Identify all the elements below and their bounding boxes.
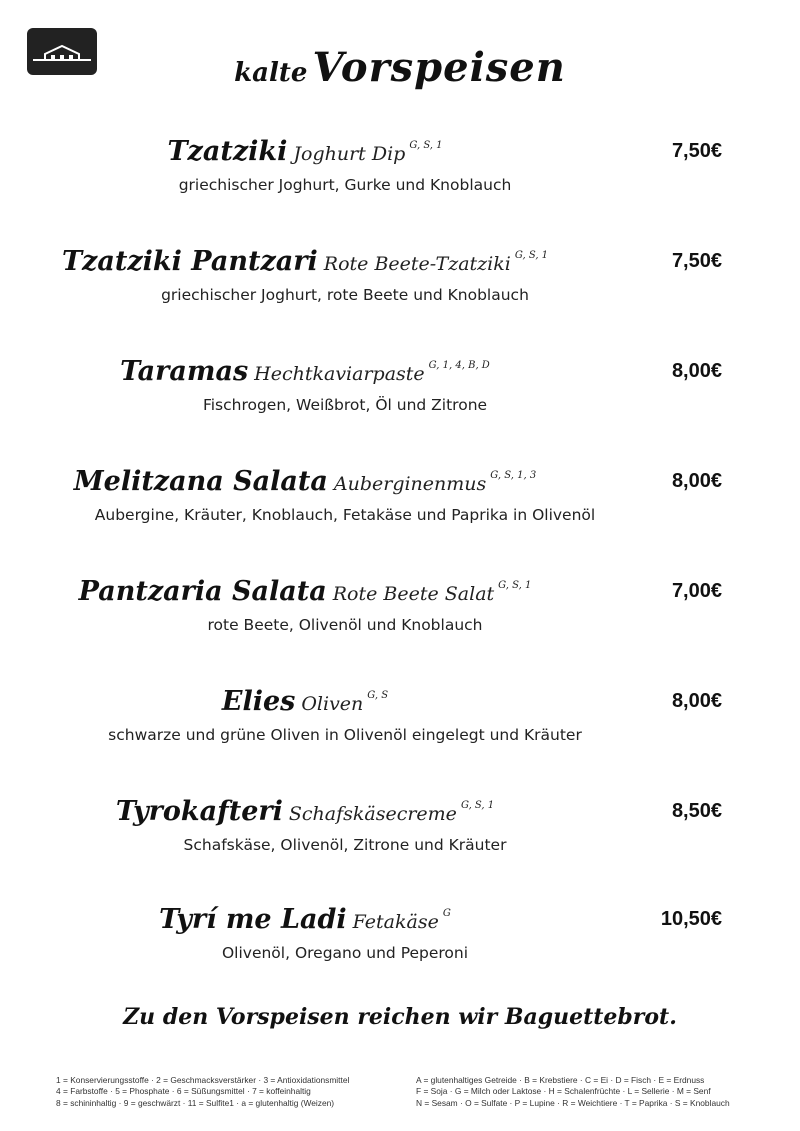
item-price: 7,50€ (671, 250, 722, 272)
item-name: Tzatziki Pantzari (61, 246, 318, 277)
item-description: Fischrogen, Weißbrot, Öl und Zitrone (202, 396, 488, 414)
item-name-line (0, 796, 610, 827)
menu-item (0, 576, 800, 656)
legend-line: N = Sesam · O = Sulfate · P = Lupine · R = Weichtiere · T = Paprika · S = Knoblauch (416, 1097, 730, 1108)
item-price: 8,00€ (671, 690, 722, 712)
item-subtitle: Hechtkaviarpaste (254, 363, 425, 385)
bread-note: Zu den Vorspeisen reichen wir Baguettebrot. (123, 1004, 677, 1030)
item-name-line (0, 904, 610, 935)
item-price: 10,50€ (660, 908, 722, 930)
item-subtitle: Rote Beete-Tzatziki (323, 253, 511, 275)
page-title (0, 44, 800, 91)
item-subtitle: Oliven (301, 693, 364, 715)
menu-item (0, 466, 800, 546)
item-description: griechischer Joghurt, Gurke und Knoblauch (178, 176, 512, 194)
legend-line: 4 = Farbstoffe · 5 = Phosphate · 6 = Süßungsmittel · 7 = koffeinhaltig (56, 1086, 311, 1097)
legend-line: 8 = schininhaltig · 9 = geschwärzt · 11 = Sulfite1 · a = glutenhaltig (Weizen) (56, 1097, 335, 1108)
legend-line: 1 = Konservierungsstoffe · 2 = Geschmacksverstärker · 3 = Antioxidationsmittel (56, 1075, 350, 1085)
item-subtitle: Joghurt Dip (293, 143, 406, 165)
item-description: griechischer Joghurt, rote Beete und Knoblauch (161, 286, 529, 304)
item-price: 8,50€ (671, 800, 722, 822)
item-description: Olivenöl, Oregano und Peperoni (221, 944, 469, 962)
item-name: Taramas (120, 356, 249, 387)
menu-item (0, 796, 800, 876)
legend-line: F = Soja · G = Milch oder Laktose · H = Schalenfrüchte · L = Sellerie · M = Senf (416, 1086, 711, 1097)
item-name-line (0, 246, 610, 277)
item-name: Tzatziki (167, 136, 288, 167)
item-description: Aubergine, Kräuter, Knoblauch, Fetakäse und Paprika in Olivenöl (94, 506, 596, 524)
item-name: Elies (221, 686, 296, 717)
menu-item (0, 904, 800, 984)
menu-item (0, 356, 800, 436)
menu-item (0, 686, 800, 766)
item-allergens: G, S, 1 (460, 800, 495, 811)
item-allergens: G, S, 1 (409, 140, 443, 151)
item-name: Tyrokafteri (115, 796, 283, 827)
item-allergens: G, S, 1 (498, 580, 532, 591)
legend-line: A = glutenhaltiges Getreide · B = Krebstiere · C = Ei · D = Fisch · E = Erdnuss (416, 1075, 705, 1085)
item-name-line (0, 136, 610, 167)
item-allergens: G (442, 908, 451, 919)
additives-legend (56, 1075, 349, 1109)
item-allergens: G, 1, 4, B, D (428, 360, 490, 371)
item-subtitle: Fetakäse (352, 911, 439, 933)
item-price: 8,00€ (671, 360, 722, 382)
item-allergens: G, S, 1, 3 (490, 470, 537, 481)
item-description: Schafskäse, Olivenöl, Zitrone und Kräuter (183, 836, 507, 854)
item-subtitle: Auberginenmus (333, 473, 487, 495)
item-name: Tyrí me Ladi (159, 904, 347, 935)
allergens-legend (416, 1075, 730, 1109)
item-name: Pantzaria Salata (78, 576, 327, 607)
item-description: rote Beete, Olivenöl und Knoblauch (207, 616, 483, 634)
item-price: 8,00€ (671, 470, 722, 492)
item-price: 7,00€ (671, 580, 722, 602)
title-small: kalte (234, 58, 308, 88)
item-description: schwarze und grüne Oliven in Olivenöl eingelegt und Kräuter (108, 726, 582, 744)
menu-item (0, 136, 800, 216)
item-price: 7,50€ (671, 140, 722, 162)
item-allergens: G, S (367, 690, 389, 701)
item-subtitle: Rote Beete Salat (332, 583, 495, 605)
item-name-line (0, 576, 610, 607)
title-big: Vorspeisen (312, 44, 566, 91)
item-subtitle: Schafskäsecreme (288, 803, 457, 825)
item-name-line (0, 466, 610, 497)
item-allergens: G, S, 1 (514, 250, 549, 261)
item-name-line (0, 356, 610, 387)
menu-item (0, 246, 800, 326)
item-name-line (0, 686, 610, 717)
item-name: Melitzana Salata (73, 466, 328, 497)
